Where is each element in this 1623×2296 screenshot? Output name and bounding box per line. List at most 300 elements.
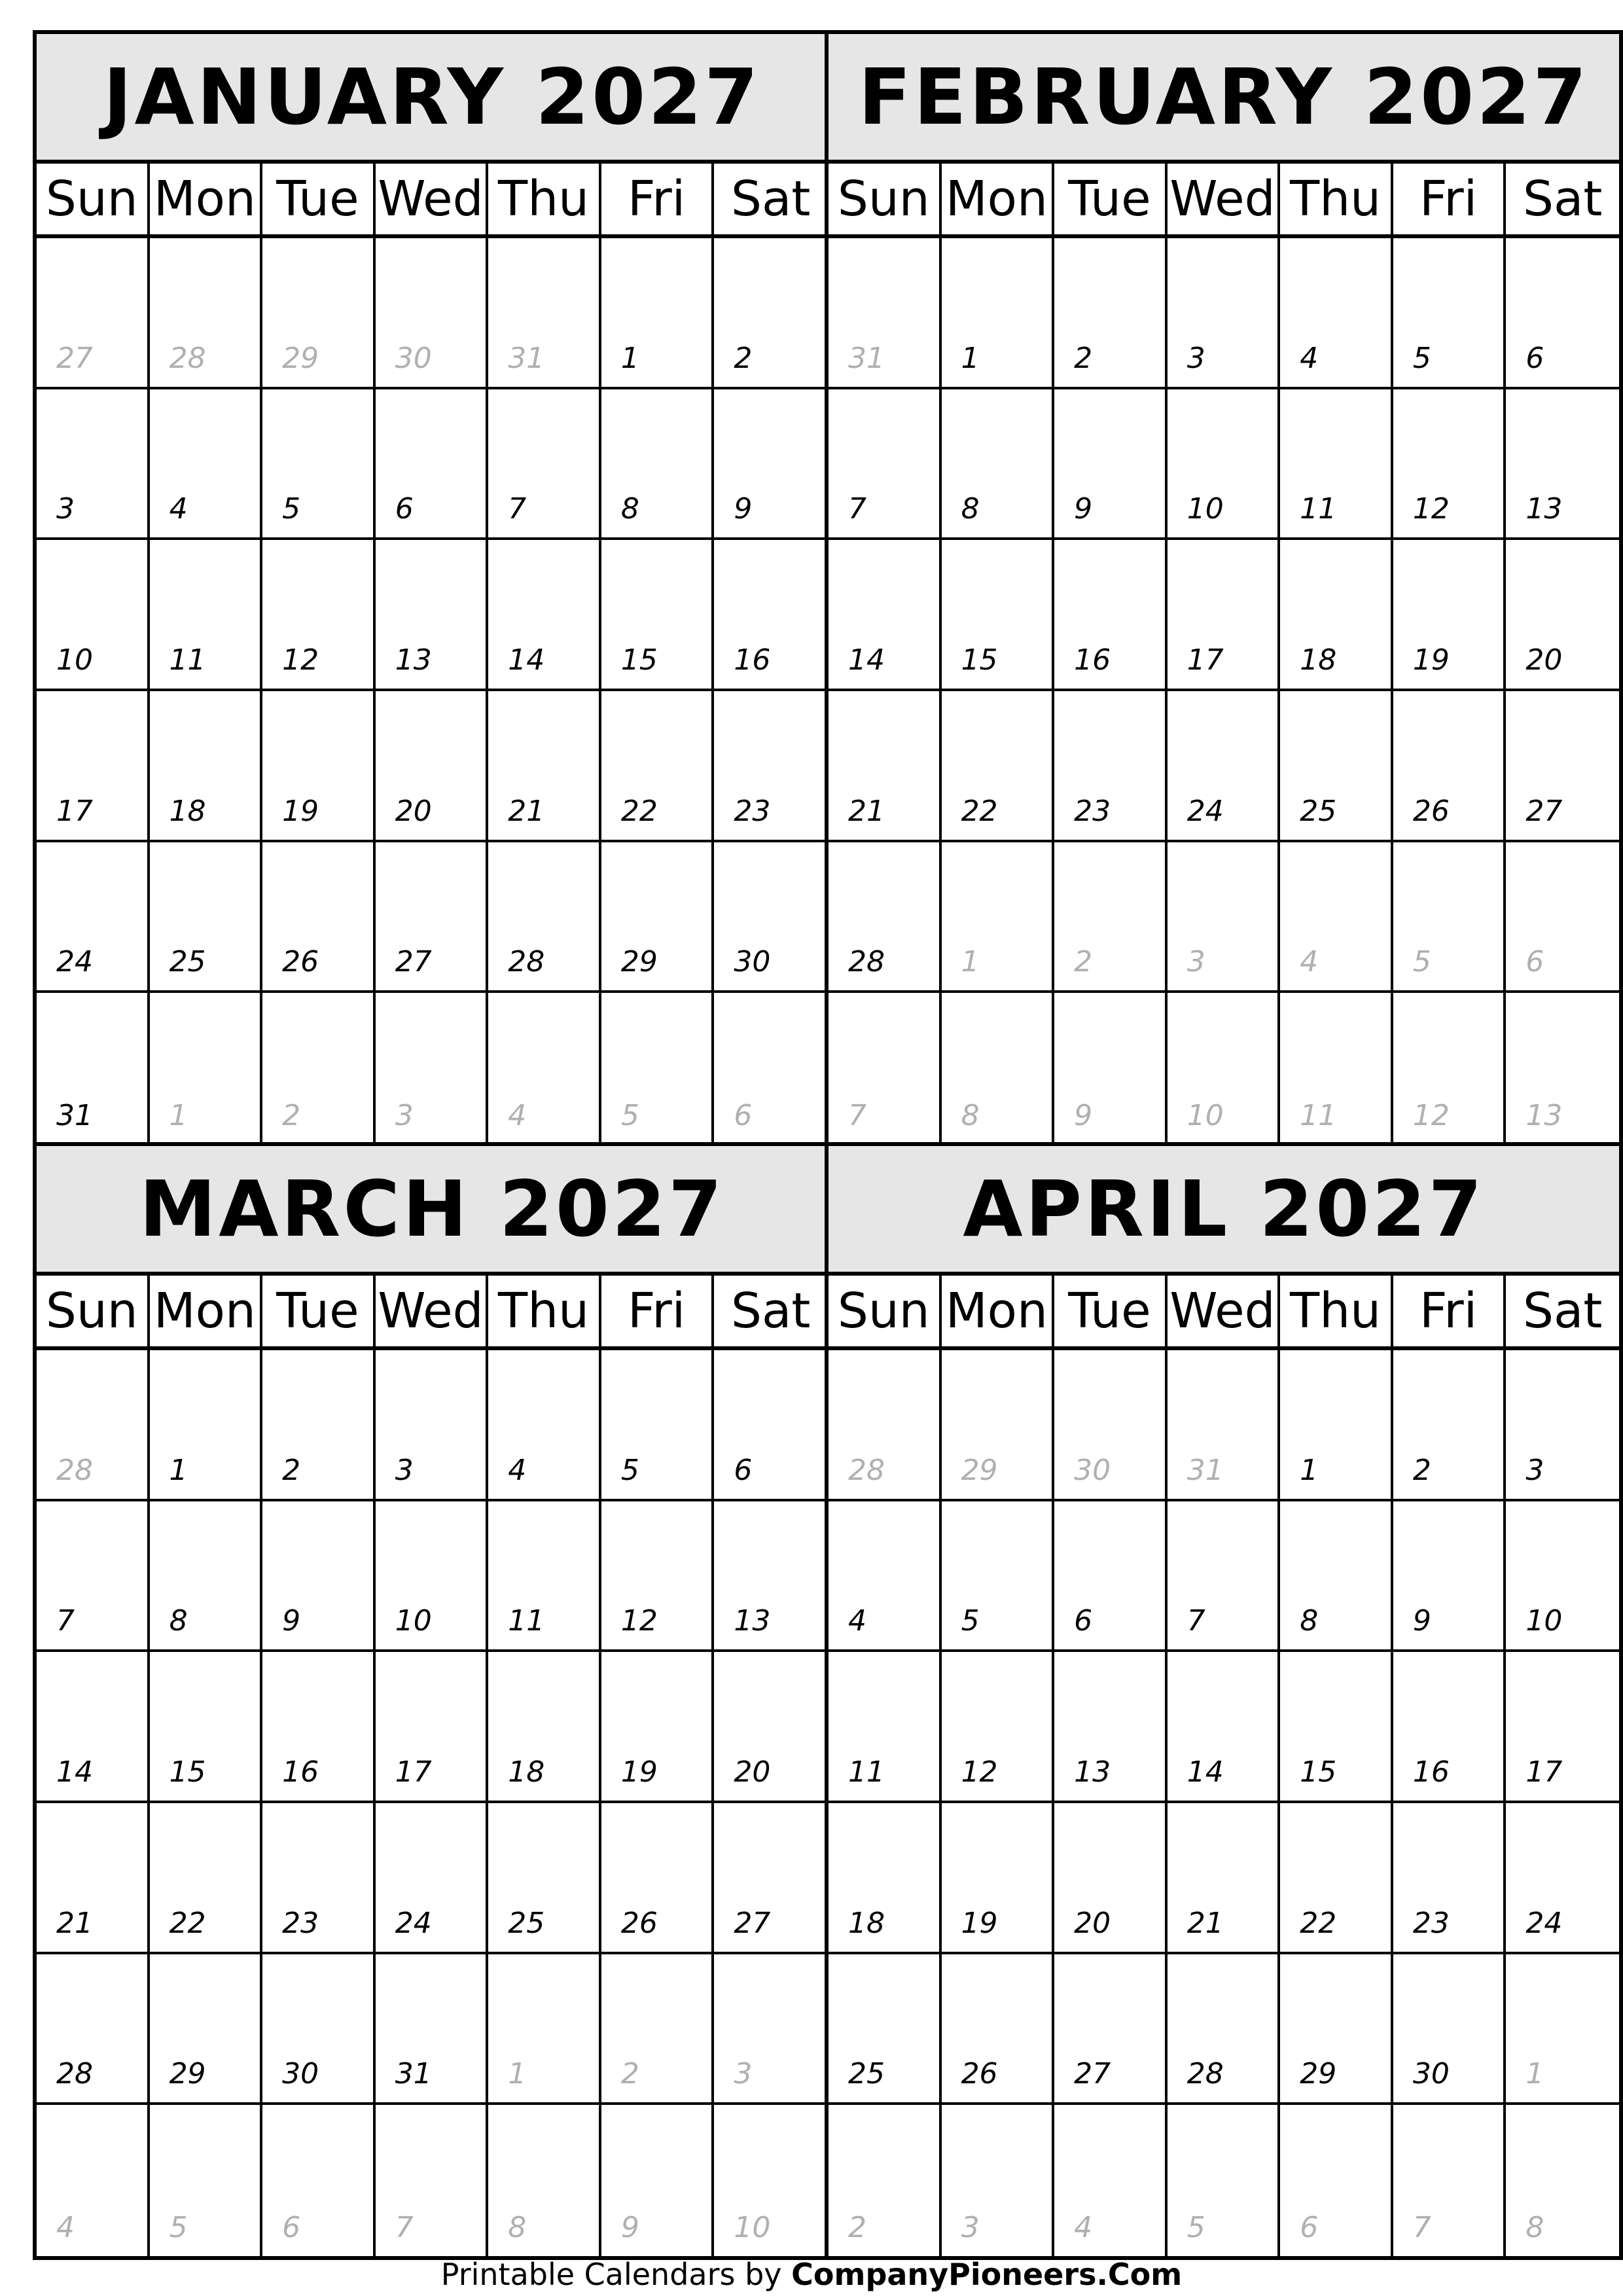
day-number: 12 — [1412, 1099, 1450, 1132]
day-number: 30 — [1412, 2057, 1450, 2091]
weekday-label: Sat — [1523, 1283, 1603, 1339]
day-number: 14 — [508, 643, 545, 677]
day-cell — [1168, 1652, 1281, 1803]
day-number: 6 — [734, 1099, 753, 1132]
day-cell — [1506, 1501, 1619, 1653]
day-cell — [37, 1954, 150, 2106]
day-number: 12 — [961, 1755, 998, 1789]
day-cell-adjacent-month — [37, 238, 150, 389]
day-number: 10 — [395, 1604, 432, 1638]
day-number: 3 — [961, 2211, 980, 2244]
day-cell — [37, 1501, 150, 1653]
day-cell — [1506, 389, 1619, 541]
day-number: 30 — [734, 945, 771, 979]
weekday-label: Sat — [731, 1283, 811, 1339]
day-number: 13 — [1525, 1099, 1563, 1132]
day-cell — [37, 993, 150, 1144]
day-number: 10 — [734, 2211, 771, 2244]
day-cell-adjacent-month — [1506, 842, 1619, 994]
day-cell — [488, 1350, 601, 1501]
day-cell — [1506, 238, 1619, 389]
day-cell — [1054, 238, 1168, 389]
day-number: 18 — [1300, 643, 1337, 677]
day-cell — [1168, 238, 1281, 389]
footer-prefix: Printable Calendars by — [440, 2257, 782, 2292]
day-cell-adjacent-month — [942, 2105, 1055, 2256]
day-number: 22 — [1300, 1906, 1337, 1940]
day-cell — [37, 691, 150, 842]
day-number: 1 — [961, 341, 980, 375]
weekday-header-row — [37, 1276, 827, 1350]
day-number: 2 — [282, 1099, 301, 1132]
day-number: 4 — [508, 1453, 527, 1487]
day-number: 1 — [961, 945, 980, 979]
day-cell — [150, 1350, 263, 1501]
day-number: 6 — [1525, 341, 1544, 375]
day-number: 8 — [961, 492, 980, 526]
day-cell — [150, 1803, 263, 1954]
day-cell — [1393, 1803, 1507, 1954]
day-grid — [37, 238, 827, 1144]
calendar-month-january — [33, 30, 831, 1148]
day-number: 4 — [508, 1099, 527, 1132]
day-grid — [829, 1350, 1619, 2256]
day-number: 28 — [169, 341, 206, 375]
day-number: 18 — [169, 794, 206, 828]
day-number: 6 — [395, 492, 414, 526]
day-number: 17 — [1525, 1755, 1563, 1789]
day-number: 28 — [56, 1453, 93, 1487]
day-number: 28 — [56, 2057, 93, 2091]
day-number: 9 — [734, 492, 753, 526]
day-cell-adjacent-month — [601, 2105, 715, 2256]
day-cell-adjacent-month — [150, 238, 263, 389]
day-cell — [1280, 1350, 1393, 1501]
day-cell — [1280, 1954, 1393, 2106]
day-number: 7 — [1186, 1604, 1205, 1638]
day-cell — [1506, 1652, 1619, 1803]
day-cell — [37, 1803, 150, 1954]
day-cell — [601, 389, 715, 541]
day-cell — [714, 1652, 827, 1803]
day-cell-adjacent-month — [714, 1954, 827, 2106]
day-number: 20 — [1074, 1906, 1111, 1940]
day-number: 31 — [508, 341, 545, 375]
day-number: 28 — [1186, 2057, 1224, 2091]
day-cell-adjacent-month — [942, 842, 1055, 994]
day-number: 21 — [56, 1906, 93, 1940]
day-cell-adjacent-month — [488, 1954, 601, 2106]
day-number: 4 — [1074, 2211, 1093, 2244]
weekday-label: Wed — [376, 164, 489, 234]
day-cell — [1393, 1652, 1507, 1803]
day-number: 13 — [1525, 492, 1563, 526]
day-cell — [1168, 1803, 1281, 1954]
day-cell — [942, 389, 1055, 541]
day-number: 1 — [508, 2057, 527, 2091]
day-cell-adjacent-month — [1168, 842, 1281, 994]
day-number: 22 — [169, 1906, 206, 1940]
day-number: 9 — [1412, 1604, 1431, 1638]
day-cell — [376, 1652, 489, 1803]
day-number: 11 — [508, 1604, 545, 1638]
day-number: 21 — [508, 794, 545, 828]
day-cell-adjacent-month — [829, 993, 942, 1144]
day-number: 20 — [1525, 643, 1563, 677]
day-cell-adjacent-month — [262, 993, 376, 1144]
day-number: 29 — [282, 341, 319, 375]
day-cell — [1280, 540, 1393, 691]
weekday-label: Fri — [601, 164, 715, 234]
day-cell — [714, 842, 827, 994]
day-cell-adjacent-month — [601, 1954, 715, 2106]
day-number: 24 — [395, 1906, 432, 1940]
day-cell — [601, 1350, 715, 1501]
day-number: 31 — [1186, 1453, 1224, 1487]
day-number: 4 — [169, 492, 188, 526]
day-number: 10 — [1525, 1604, 1563, 1638]
day-cell-adjacent-month — [262, 2105, 376, 2256]
day-cell — [601, 238, 715, 389]
day-cell-adjacent-month — [488, 238, 601, 389]
day-number: 20 — [395, 794, 432, 828]
day-number: 16 — [1412, 1755, 1450, 1789]
day-number: 3 — [56, 492, 75, 526]
day-cell — [601, 1803, 715, 1954]
day-cell-adjacent-month — [262, 238, 376, 389]
day-cell — [1506, 540, 1619, 691]
day-cell — [262, 1652, 376, 1803]
day-number: 26 — [961, 2057, 998, 2091]
day-cell-adjacent-month — [1054, 1350, 1168, 1501]
day-number: 23 — [734, 794, 771, 828]
page-footer — [0, 2255, 1623, 2294]
day-number: 17 — [395, 1755, 432, 1789]
weekday-header-row — [37, 164, 827, 238]
month-title: FEBRUARY 2027 — [829, 34, 1619, 164]
day-cell-adjacent-month — [37, 2105, 150, 2256]
day-cell — [1393, 691, 1507, 842]
day-number: 8 — [169, 1604, 188, 1638]
day-cell-adjacent-month — [1054, 993, 1168, 1144]
day-number: 4 — [848, 1604, 866, 1638]
day-cell — [1054, 691, 1168, 842]
day-cell — [262, 540, 376, 691]
day-cell — [1054, 540, 1168, 691]
day-cell — [1168, 1954, 1281, 2106]
weekday-label: Thu — [1280, 1276, 1393, 1346]
weekday-label: Mon — [942, 164, 1055, 234]
day-number: 14 — [1186, 1755, 1224, 1789]
day-number: 19 — [282, 794, 319, 828]
day-number: 13 — [734, 1604, 771, 1638]
day-cell — [1168, 691, 1281, 842]
day-cell — [942, 1501, 1055, 1653]
day-number: 15 — [620, 643, 658, 677]
day-cell — [150, 540, 263, 691]
day-number: 7 — [1412, 2211, 1431, 2244]
day-cell — [829, 389, 942, 541]
day-cell — [262, 1954, 376, 2106]
day-number: 9 — [282, 1604, 301, 1638]
day-cell — [150, 1652, 263, 1803]
day-number: 10 — [56, 643, 93, 677]
weekday-label: Fri — [601, 1276, 715, 1346]
day-cell-adjacent-month — [150, 993, 263, 1144]
day-number: 24 — [56, 945, 93, 979]
weekday-label: Mon — [942, 1276, 1055, 1346]
day-cell — [829, 540, 942, 691]
day-cell-adjacent-month — [829, 1350, 942, 1501]
day-number: 27 — [734, 1906, 771, 1940]
calendar-month-april — [825, 1142, 1623, 2260]
day-cell — [829, 1954, 942, 2106]
day-number: 23 — [1074, 794, 1111, 828]
day-number: 10 — [1186, 1099, 1224, 1132]
day-cell — [488, 842, 601, 994]
day-cell-adjacent-month — [1506, 2105, 1619, 2256]
day-cell-adjacent-month — [601, 993, 715, 1144]
day-number: 7 — [56, 1604, 75, 1638]
day-number: 5 — [169, 2211, 188, 2244]
weekday-header-row — [829, 164, 1619, 238]
day-cell — [150, 842, 263, 994]
day-number: 18 — [848, 1906, 885, 1940]
day-number: 6 — [282, 2211, 301, 2244]
day-number: 8 — [961, 1099, 980, 1132]
day-cell — [37, 842, 150, 994]
day-cell-adjacent-month — [1506, 993, 1619, 1144]
day-cell — [1393, 540, 1507, 691]
day-number: 11 — [1300, 1099, 1337, 1132]
day-cell — [714, 1501, 827, 1653]
day-cell — [1280, 1652, 1393, 1803]
day-cell — [150, 1954, 263, 2106]
day-cell — [829, 1501, 942, 1653]
day-cell — [488, 389, 601, 541]
day-cell-adjacent-month — [488, 993, 601, 1144]
day-grid — [37, 1350, 827, 2256]
day-number: 3 — [1525, 1453, 1544, 1487]
day-cell-adjacent-month — [1054, 2105, 1168, 2256]
day-number: 3 — [734, 2057, 753, 2091]
day-cell — [376, 842, 489, 994]
day-cell-adjacent-month — [488, 2105, 601, 2256]
day-cell-adjacent-month — [942, 993, 1055, 1144]
day-number: 8 — [508, 2211, 527, 2244]
day-number: 1 — [1300, 1453, 1319, 1487]
day-number: 7 — [848, 492, 866, 526]
day-number: 6 — [1300, 2211, 1319, 2244]
day-cell — [1054, 1652, 1168, 1803]
day-number: 10 — [1186, 492, 1224, 526]
day-number: 2 — [848, 2211, 866, 2244]
day-number: 4 — [1300, 341, 1319, 375]
calendar-month-february — [825, 30, 1623, 1148]
day-cell — [601, 842, 715, 994]
day-cell — [1506, 1803, 1619, 1954]
day-cell — [942, 691, 1055, 842]
day-number: 21 — [1186, 1906, 1224, 1940]
day-cell — [714, 691, 827, 842]
day-cell — [376, 1803, 489, 1954]
day-cell-adjacent-month — [1054, 842, 1168, 994]
day-number: 4 — [1300, 945, 1319, 979]
day-number: 26 — [1412, 794, 1450, 828]
day-number: 16 — [282, 1755, 319, 1789]
day-cell — [1393, 1501, 1507, 1653]
weekday-label: Mon — [150, 164, 263, 234]
weekday-label: Thu — [488, 1276, 601, 1346]
weekday-label: Thu — [1280, 164, 1393, 234]
day-cell — [37, 389, 150, 541]
day-number: 22 — [620, 794, 658, 828]
day-cell — [942, 238, 1055, 389]
day-number: 7 — [848, 1099, 866, 1132]
day-number: 28 — [848, 945, 885, 979]
day-number: 25 — [169, 945, 206, 979]
day-number: 15 — [1300, 1755, 1337, 1789]
day-cell — [488, 540, 601, 691]
day-number: 27 — [395, 945, 432, 979]
day-number: 25 — [508, 1906, 545, 1940]
day-cell — [150, 1501, 263, 1653]
day-number: 6 — [734, 1453, 753, 1487]
day-number: 2 — [1074, 945, 1093, 979]
day-cell — [376, 1350, 489, 1501]
day-cell — [376, 1501, 489, 1653]
day-number: 31 — [848, 341, 885, 375]
day-cell — [1280, 1501, 1393, 1653]
day-number: 2 — [1412, 1453, 1431, 1487]
day-number: 15 — [961, 643, 998, 677]
day-number: 1 — [169, 1099, 188, 1132]
month-title: JANUARY 2027 — [37, 34, 827, 164]
day-cell-adjacent-month — [1506, 1954, 1619, 2106]
day-cell-adjacent-month — [37, 1350, 150, 1501]
day-number: 5 — [282, 492, 301, 526]
day-cell — [1168, 1501, 1281, 1653]
day-cell — [262, 691, 376, 842]
weekday-label: Sun — [37, 1276, 150, 1346]
day-cell — [1506, 1350, 1619, 1501]
day-cell — [942, 1954, 1055, 2106]
day-cell-adjacent-month — [1393, 993, 1507, 1144]
day-cell — [714, 389, 827, 541]
day-cell — [150, 691, 263, 842]
day-cell — [601, 540, 715, 691]
day-number: 6 — [1525, 945, 1544, 979]
day-cell-adjacent-month — [1393, 2105, 1507, 2256]
day-number: 2 — [282, 1453, 301, 1487]
day-number: 30 — [1074, 1453, 1111, 1487]
day-number: 5 — [620, 1099, 639, 1132]
day-number: 2 — [620, 2057, 639, 2091]
day-number: 13 — [1074, 1755, 1111, 1789]
weekday-header-row — [829, 1276, 1619, 1350]
weekday-label: Sun — [829, 164, 942, 234]
day-cell — [150, 389, 263, 541]
day-number: 6 — [1074, 1604, 1093, 1638]
day-cell — [1393, 1954, 1507, 2106]
day-number: 20 — [734, 1755, 771, 1789]
day-number: 2 — [1074, 341, 1093, 375]
weekday-label: Sat — [1523, 171, 1603, 227]
day-number: 3 — [395, 1099, 414, 1132]
day-number: 26 — [282, 945, 319, 979]
day-cell — [1168, 540, 1281, 691]
day-cell — [942, 1652, 1055, 1803]
weekday-label: Tue — [1054, 164, 1168, 234]
day-grid — [829, 238, 1619, 1144]
day-cell — [488, 1652, 601, 1803]
weekday-label: Sun — [829, 1276, 942, 1346]
day-number: 30 — [395, 341, 432, 375]
day-cell — [714, 540, 827, 691]
day-cell-adjacent-month — [1168, 2105, 1281, 2256]
day-number: 5 — [961, 1604, 980, 1638]
day-cell — [714, 238, 827, 389]
day-number: 8 — [1300, 1604, 1319, 1638]
day-number: 31 — [395, 2057, 432, 2091]
day-cell — [1280, 691, 1393, 842]
day-number: 18 — [508, 1755, 545, 1789]
day-cell — [37, 540, 150, 691]
day-number: 25 — [1300, 794, 1337, 828]
day-cell-adjacent-month — [1168, 993, 1281, 1144]
month-title: MARCH 2027 — [37, 1146, 827, 1276]
day-cell — [1393, 238, 1507, 389]
day-cell — [714, 1350, 827, 1501]
day-number: 5 — [1186, 2211, 1205, 2244]
day-number: 5 — [1412, 945, 1431, 979]
day-number: 16 — [1074, 643, 1111, 677]
day-number: 4 — [56, 2211, 75, 2244]
calendar-month-march — [33, 1142, 831, 2260]
day-cell — [376, 691, 489, 842]
weekday-label: Tue — [262, 164, 376, 234]
day-number: 12 — [1412, 492, 1450, 526]
footer-brand: CompanyPioneers.Com — [791, 2257, 1183, 2292]
day-cell-adjacent-month — [150, 2105, 263, 2256]
day-number: 27 — [1525, 794, 1563, 828]
day-cell-adjacent-month — [714, 993, 827, 1144]
day-number: 3 — [395, 1453, 414, 1487]
day-number: 29 — [1300, 2057, 1337, 2091]
day-number: 1 — [169, 1453, 188, 1487]
day-number: 7 — [395, 2211, 414, 2244]
weekday-label: Wed — [1168, 1276, 1281, 1346]
day-cell — [829, 1803, 942, 1954]
month-title: APRIL 2027 — [829, 1146, 1619, 1276]
day-number: 9 — [620, 2211, 639, 2244]
day-cell — [37, 1652, 150, 1803]
day-number: 15 — [169, 1755, 206, 1789]
day-number: 9 — [1074, 1099, 1093, 1132]
day-cell — [376, 540, 489, 691]
day-number: 19 — [1412, 643, 1450, 677]
weekday-label: Wed — [1168, 164, 1281, 234]
day-number: 8 — [1525, 2211, 1544, 2244]
day-number: 3 — [1186, 341, 1205, 375]
day-cell — [376, 389, 489, 541]
day-cell-adjacent-month — [714, 2105, 827, 2256]
day-number: 26 — [620, 1906, 658, 1940]
day-number: 16 — [734, 643, 771, 677]
day-number: 23 — [282, 1906, 319, 1940]
day-cell-adjacent-month — [1168, 1350, 1281, 1501]
day-cell — [488, 1803, 601, 1954]
